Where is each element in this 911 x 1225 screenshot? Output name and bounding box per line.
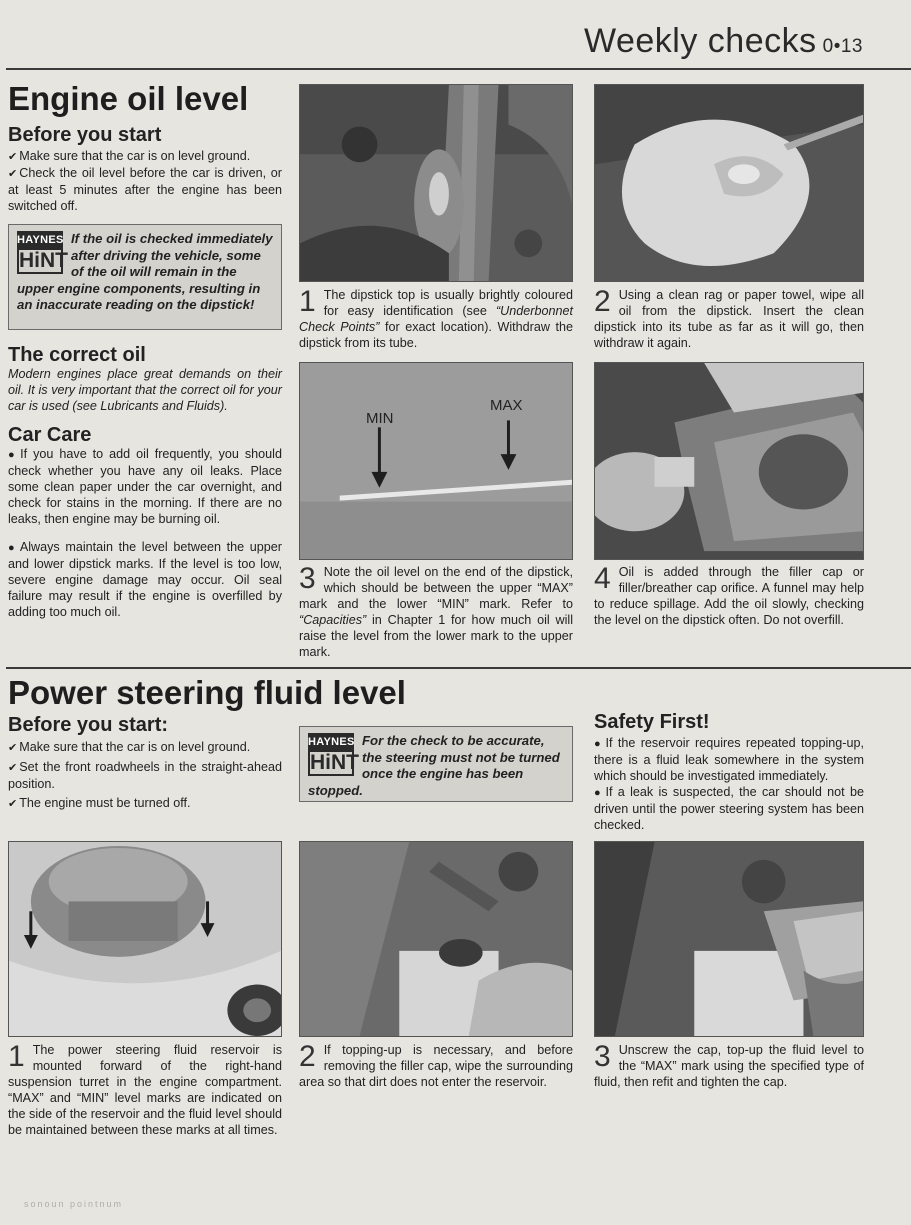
ps-step-2-caption: [299, 1042, 573, 1090]
correct-oil-heading: The correct oil: [8, 344, 146, 366]
section-title-engine-oil: Engine oil level: [8, 80, 249, 117]
step-text: Note the oil level on the end of the dipstick, which should be between the upper “MAX” mark and the lower “MIN” mark. Refer to: [299, 565, 573, 611]
checklist-item: ✔ Make sure that the car is on level ground.: [8, 148, 282, 165]
step-text: Oil is added through the filler cap or filler/breather cap orifice. A funnel may help to reduce spillage. Add the oil slowly, checking the level on the dipstick often. Do not overfill.: [594, 565, 864, 627]
ps-before-you-start-heading: Before you start:: [8, 714, 169, 736]
step-text: Using a clean rag or paper towel, wipe all oil from the dipstick. Insert the clean dipstick into its tube as far as it will go, then withdraw it again.: [594, 288, 864, 350]
step-number: 2: [594, 285, 611, 318]
step-text: The dipstick top is usually brightly coloured for easy identification (see: [323, 288, 573, 318]
oil-step-2-caption: [594, 287, 864, 351]
oil-step-1-caption: [299, 287, 573, 351]
photo-ps-wipe-area: [299, 841, 573, 1037]
photo-dipstick-marks: [299, 362, 573, 560]
step-reference: “Underbonnet Check Points”: [299, 304, 573, 334]
section-rule: [6, 667, 911, 669]
safety-first-list: [594, 735, 864, 833]
before-you-start-list: [8, 148, 282, 214]
checklist-item: ✔ The engine must be turned off.: [8, 795, 282, 812]
safety-item: ● If the reservoir requires repeated topping-up, there is a fluid leak somewhere in the system which should be investigated immediately.: [594, 735, 864, 784]
min-mark-label: MIN: [366, 410, 394, 427]
page-header: [584, 22, 863, 61]
haynes-hint-badge: [308, 733, 359, 776]
haynes-hint-badge: [17, 231, 68, 274]
hint-badge-top: HAYNES: [308, 733, 354, 752]
checklist-item: ✔ Make sure that the car is on level ground.: [8, 739, 282, 756]
step-number: 3: [299, 562, 316, 595]
ps-haynes-hint-box: [299, 726, 573, 802]
step-text: The power steering fluid reservoir is mounted forward of the right-hand suspension turret in the engine compartment. “MAX” and “MIN” level marks are indicated on the side of the reservoir and the fluid level should be maintained between these marks at all times.: [8, 1043, 282, 1137]
hint-text: For the check to be accurate, the steering must not be turned once the engine has been stopped.: [308, 733, 560, 798]
oil-step-3-caption: [299, 564, 573, 660]
car-care-heading: Car Care: [8, 424, 92, 446]
haynes-hint-box: [8, 224, 282, 330]
hint-badge-top: HAYNES: [17, 231, 63, 250]
photo-dipstick-top: [299, 84, 573, 282]
step-reference: “Capacities”: [299, 613, 367, 627]
hint-text: If the oil is checked immediately after driving the vehicle, some of the oil will remain in the upper engine components, resulting in an inaccurate reading on the dipstick!: [17, 231, 273, 312]
safety-item: ● If a leak is suspected, the car should not be driven until the power steering system has been checked.: [594, 784, 864, 833]
checklist-item: ✔ Check the oil level before the car is driven, or at least 5 minutes after the engine has been switched off.: [8, 165, 282, 214]
step-text: If topping-up is necessary, and before removing the filler cap, wipe the surrounding area so that dirt does not enter the reservoir.: [299, 1043, 573, 1089]
photo-ps-topping-up: [594, 841, 864, 1037]
section-title-power-steering: Power steering fluid level: [8, 674, 406, 711]
ps-step-3-caption: [594, 1042, 864, 1090]
photo-adding-oil: [594, 362, 864, 560]
header-rule: [6, 68, 911, 70]
step-number: 1: [8, 1040, 25, 1073]
correct-oil-text: Modern engines place great demands on their oil. It is very important that the correct oil for your car is used (see Lubricants and Fluids).: [8, 367, 282, 413]
car-care-item: ● Always maintain the level between the upper and lower dipstick marks. If the level is too low, severe engine damage may occur. Oil seal failure may result if the engine is overfilled by adding too much oil.: [8, 539, 282, 620]
oil-step-4-caption: [594, 564, 864, 628]
page-title: Weekly checks: [584, 22, 817, 60]
step-number: 2: [299, 1040, 316, 1073]
safety-first-heading: Safety First!: [594, 711, 710, 733]
car-care-item: ● If you have to add oil frequently, you should check whether you have any oil leaks. Place some clean paper under the car overnight, and check for stains in the morning. If there are no leaks, then engine may be burning oil.: [8, 446, 282, 527]
photo-ps-reservoir: [8, 841, 282, 1037]
step-text: in Chapter 1 for how much oil will raise the level from the lower mark to the upper mark.: [299, 613, 573, 659]
step-number: 4: [594, 562, 611, 595]
step-number: 1: [299, 285, 316, 318]
footer-faint-text: sonoun pointnum: [24, 1199, 124, 1209]
hint-badge-bottom: HiNT: [19, 248, 68, 272]
page-number: 0•13: [822, 36, 863, 57]
before-you-start-heading: Before you start: [8, 124, 162, 146]
step-number: 3: [594, 1040, 611, 1073]
checklist-item: ✔ Set the front roadwheels in the straight-ahead position.: [8, 759, 282, 792]
photo-wiping-dipstick: [594, 84, 864, 282]
hint-badge-bottom: HiNT: [310, 750, 359, 774]
step-text: Unscrew the cap, top-up the fluid level to the “MAX” mark using the specified type of fluid, then refit and tighten the cap.: [594, 1043, 864, 1089]
step-text: for exact location). Withdraw the dipstick from its tube.: [299, 320, 573, 350]
car-care-list: [8, 446, 282, 620]
max-mark-label: MAX: [490, 397, 523, 414]
ps-step-1-caption: [8, 1042, 282, 1138]
ps-before-you-start-list: [8, 739, 282, 812]
